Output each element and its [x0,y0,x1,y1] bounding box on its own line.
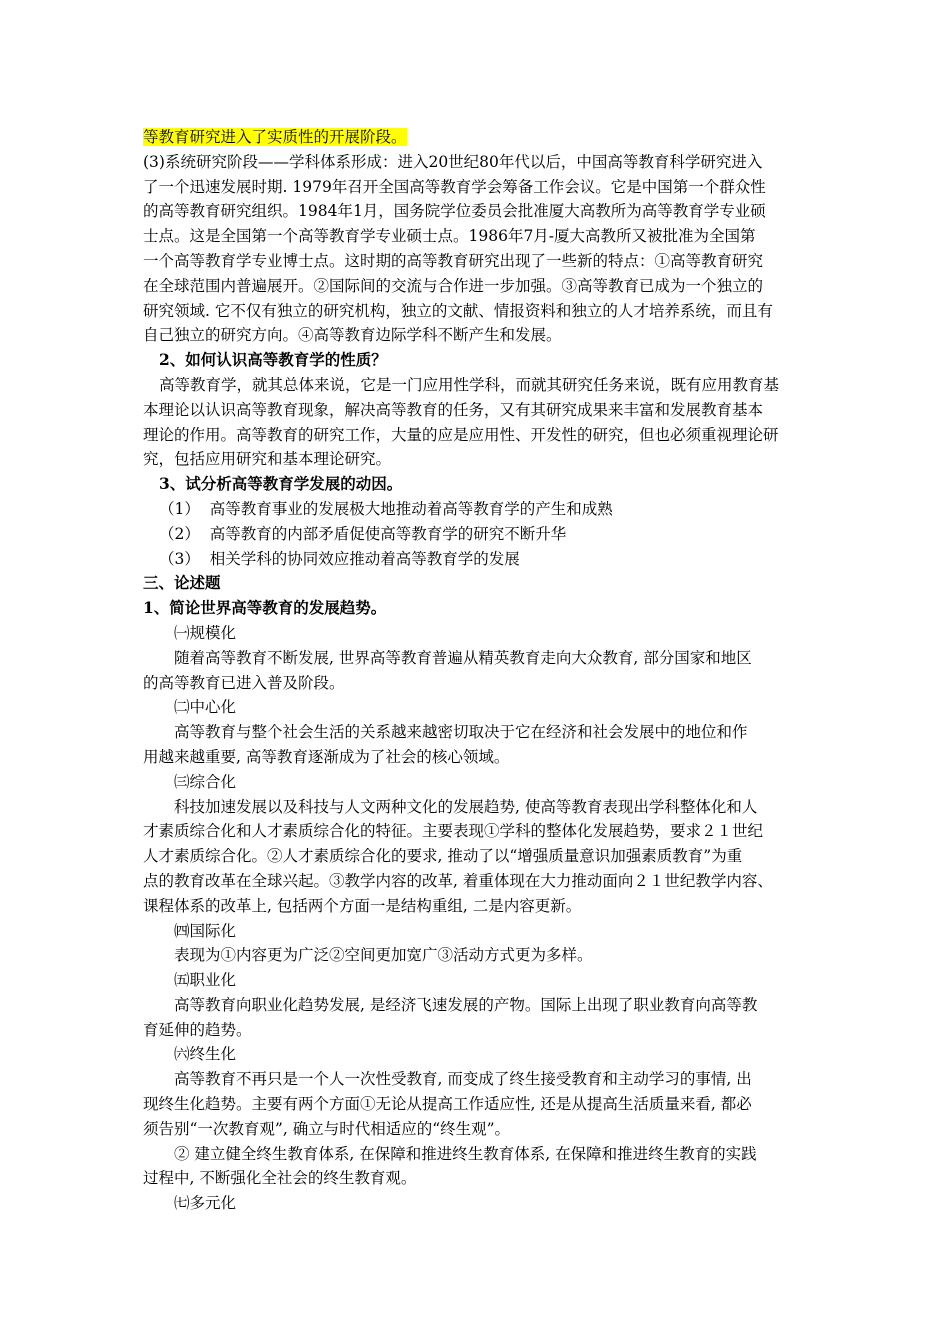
text-line-content: 表现为①内容更为广泛②空间更加宽广③活动方式更为多样。 [174,946,593,965]
text-line-content: ㈠规模化 [174,623,237,642]
text-line [143,968,808,993]
text-line [143,125,808,150]
text-line-content: 的高等教育已进入普及阶段。 [143,673,345,692]
text-line [143,943,808,968]
text-line [143,299,808,324]
text-line [143,695,808,720]
text-line-content: （3） 相关学科的协同效应推动着高等教育学的发展 [159,549,520,568]
text-line [143,398,808,423]
text-line [143,547,808,572]
text-line [143,720,808,745]
text-line [143,571,808,596]
text-line [143,373,808,398]
text-line-content: 科技加速发展以及科技与人文两种文化的发展趋势, 使高等教育表现出学科整体化和人 [174,797,758,816]
text-line [143,447,808,472]
text-line-content: 育延伸的趋势。 [143,1020,252,1039]
text-line [143,323,808,348]
text-line-content: 1、简论世界高等教育的发展趋势。 [143,598,387,618]
text-line-content: 了一个迅速发展时期. 1979年召开全国高等教育学会筹备工作会议。它是中国第一个群众性 [143,177,766,196]
text-line-content: ㈣国际化 [174,921,237,940]
text-line-content: 究，包括应用研究和基本理论研究。 [143,450,392,469]
text-line [143,621,808,646]
text-line [143,770,808,795]
text-line [143,869,808,894]
text-line-content: 人才素质综合化。②人才素质综合化的要求, 推动了以“增强质量意识加强素质教育”为重 [143,847,743,866]
text-line-content: ㈤职业化 [174,971,237,990]
text-line-content: 课程体系的改革上, 包括两个方面一是结构重组, 二是内容更新。 [143,896,582,915]
text-line [143,671,808,696]
text-line [143,1067,808,1092]
text-line-content: 一个高等教育学专业博士点。这时期的高等教育研究出现了一些新的特点：①高等教育研究 [143,251,764,270]
text-line [143,249,808,274]
text-line [143,894,808,919]
text-line [143,472,808,497]
text-line-content: ㈡中心化 [174,698,237,717]
text-line-content: (3)系统研究阶段——学科体系形成：进入20世纪80年代以后，中国高等教育科学研究进入 [143,152,763,171]
text-line [143,1166,808,1191]
text-line-content: （2） 高等教育的内部矛盾促使高等教育学的研究不断升华 [159,524,567,543]
text-line [143,150,808,175]
text-line-content: 高等教育学，就其总体来说，它是一门应用性学科，而就其研究任务来说，既有应用教育基 [159,375,780,394]
text-line [143,1092,808,1117]
text-line-content: 的高等教育研究组织。1984年1月，国务院学位委员会批准厦大高教所为高等教育学专业硕 [143,202,766,221]
text-line [143,1042,808,1067]
text-line [143,497,808,522]
text-line-content: 随着高等教育不断发展, 世界高等教育普遍从精英教育走向大众教育, 部分国家和地区 [174,648,752,667]
text-line [143,199,808,224]
text-line-content: 高等教育与整个社会生活的关系越来越密切取决于它在经济和社会发展中的地位和作 [174,723,748,742]
text-line-content: （1） 高等教育事业的发展极大地推动着高等教育学的产生和成熟 [159,499,613,518]
text-line [143,596,808,621]
text-line-content: 用越来越重要, 高等教育逐渐成为了社会的核心领域。 [143,747,510,766]
text-line-content: 本理论以认识高等教育现象，解决高等教育的任务，又有其研究成果来丰富和发展教育基本 [143,400,764,419]
text-line [143,819,808,844]
text-line-content: 自己独立的研究方向。④高等教育边际学科不断产生和发展。 [143,326,562,345]
text-line [143,423,808,448]
text-line [143,795,808,820]
text-line-content: ㈢综合化 [174,772,237,791]
text-line [143,919,808,944]
text-line [143,646,808,671]
text-line-content: 在全球范围内普遍展开。②国际间的交流与合作进一步加强。③高等教育已成为一个独立的 [143,276,764,295]
text-line [143,1191,808,1216]
text-line [143,1018,808,1043]
text-line-content: 点的教育改革在全球兴起。③教学内容的改革, 着重体现在大力推动面向２１世纪教学内容、 [143,871,773,890]
text-line-content: ㈦多元化 [174,1194,237,1213]
text-line-content: 等教育研究进入了实质性的开展阶段。 [143,128,407,146]
text-line-content: 2、如何认识高等教育学的性质？ [159,350,387,370]
text-line [143,224,808,249]
text-line-content: ② 建立健全终生教育体系, 在保障和推进终生教育体系, 在保障和推进终生教育的实践 [174,1144,757,1163]
text-line-content: 过程中, 不断强化全社会的终生教育观。 [143,1169,417,1188]
text-line-content: 研究领域. 它不仅有独立的研究机构，独立的文献、情报资料和独立的人才培养系统，而且有 [143,301,773,320]
text-line [143,522,808,547]
text-line [143,175,808,200]
text-line-content: 高等教育不再只是一个人一次性受教育, 而变成了终生接受教育和主动学习的事情, 出 [174,1070,752,1089]
text-line [143,993,808,1018]
text-line [143,1117,808,1142]
text-line [143,274,808,299]
text-line-content: 三、论述题 [143,573,221,593]
document-body [143,125,808,1216]
text-line [143,1142,808,1167]
text-line-content: 才素质综合化和人才素质综合化的特征。主要表现①学科的整体化发展趋势，要求２１世纪 [143,822,764,841]
text-line-content: 士点。这是全国第一个高等教育学专业硕士点。1986年7月-厦大高教所又被批准为全国第 [143,227,756,246]
text-line [143,745,808,770]
text-line [143,348,808,373]
text-line-content: 理论的作用。高等教育的研究工作，大量的应是应用性、开发性的研究，但也必须重视理论研 [143,425,779,444]
text-line [143,844,808,869]
text-line-content: 高等教育向职业化趋势发展, 是经济飞速发展的产物。国际上出现了职业教育向高等教 [174,995,758,1014]
text-line-content: 须告别“一次教育观”, 确立与时代相适应的“终生观”。 [143,1119,511,1138]
text-line-content: 现终生化趋势。主要有两个方面①无论从提高工作适应性, 还是从提高生活质量来看, 都必 [143,1095,752,1114]
text-line-content: 3、试分析高等教育学发展的动因。 [159,474,403,494]
text-line-content: ㈥终生化 [174,1045,237,1064]
